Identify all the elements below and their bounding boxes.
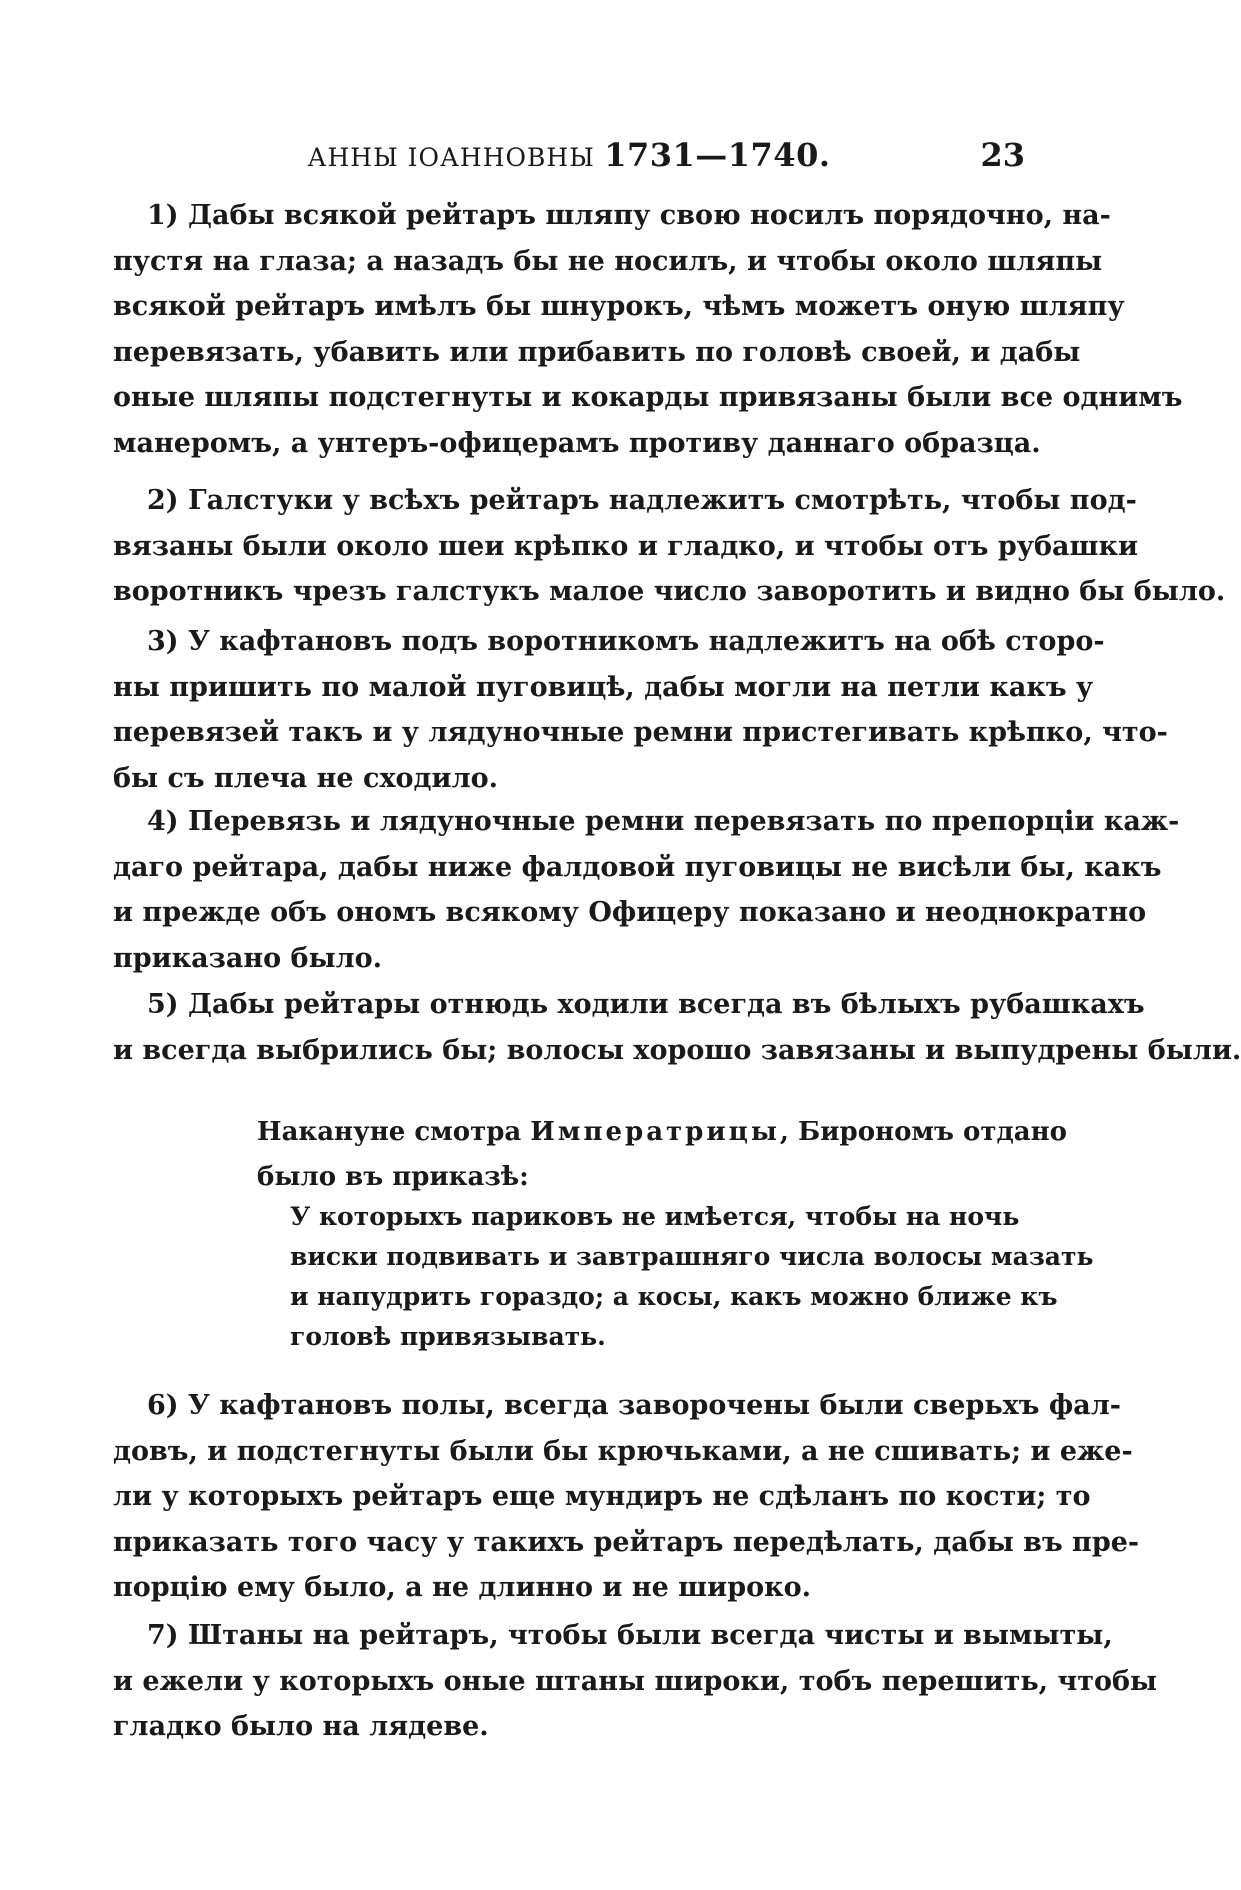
text-line (257, 1110, 1067, 1155)
text-line: порцію ему было, а не длинно и не широко. (113, 1572, 812, 1603)
text-line: было въ приказѣ: (257, 1162, 529, 1192)
page-header (113, 136, 1025, 176)
intro-text: Накануне смотра (257, 1117, 522, 1147)
text-line: воротникъ чрезъ галстукъ малое число заворотить и видно бы было. (113, 576, 1226, 607)
paragraph-3 (113, 619, 1168, 801)
running-title (113, 136, 1025, 174)
text-line: и напудрить гораздо; а косы, какъ можно ближе къ (290, 1282, 1058, 1311)
text-line: 4) Перевязь и лядуночные ремни перевязать по препорціи каж- (147, 806, 1180, 837)
paragraph-1 (113, 193, 1183, 466)
order-text (290, 1197, 1094, 1357)
text-line: У которыхъ париковъ не имѣется, чтобы на ночь (290, 1202, 1020, 1231)
text-line: ны пришить по малой пуговицѣ, дабы могли на петли какъ у (113, 671, 1094, 703)
paragraph-5 (113, 982, 1241, 1073)
paragraph-4 (113, 799, 1180, 981)
text-line: даго рейтара, дабы ниже фалдовой пуговицы не висѣли бы, какъ (113, 851, 1162, 883)
text-line: оные шляпы подстегнуты и кокарды привязаны были все однимъ (113, 382, 1183, 413)
text-line: ли у которыхъ рейтаръ еще мундиръ не сдѣланъ по кости; то (113, 1481, 1091, 1512)
running-title-years: 1731—1740. (604, 136, 831, 174)
text-line: 2) Галстуки у всѣхъ рейтаръ надлежитъ смотрѣть, чтобы под- (147, 485, 1137, 516)
text-line: виски подвивать и завтрашняго числа волосы мазать (290, 1242, 1094, 1271)
intro-text: , Бирономъ отдано (779, 1117, 1067, 1147)
text-line: всякой рейтаръ имѣлъ бы шнурокъ, чѣмъ можетъ оную шляпу (113, 291, 1125, 322)
text-line: и всегда выбрились бы; волосы хорошо завязаны и выпудрены были. (113, 1034, 1241, 1066)
text-line: 6) У кафтановъ полы, всегда заворочены были сверьхъ фал- (147, 1390, 1121, 1421)
text-line: 5) Дабы рейтары отнюдь ходили всегда въ бѣлыхъ рубашкахъ (147, 989, 1145, 1020)
text-line: бы съ плеча не сходило. (113, 762, 499, 794)
text-line: перевязей такъ и у лядуночные ремни пристегивать крѣпко, что- (113, 717, 1168, 748)
running-title-text: АННЫ ІОАННОВНЫ (307, 143, 595, 172)
text-line: манеромъ, а унтеръ-офицерамъ противу даннаго образца. (113, 427, 1041, 459)
paragraph-6 (113, 1383, 1140, 1611)
text-line: и прежде объ ономъ всякому Офицеру показано и неоднократно (113, 897, 1147, 928)
text-line: 3) У кафтановъ подъ воротникомъ надлежитъ на обѣ сторо- (147, 626, 1105, 657)
text-line: 7) Штаны на рейтаръ, чтобы были всегда чисты и вымыты, (147, 1620, 1113, 1651)
paragraph-2 (113, 478, 1226, 615)
text-line: пустя на глаза; а назадъ бы не носилъ, и чтобы около шляпы (113, 245, 1103, 277)
text-line: гладко было на лядеве. (113, 1711, 489, 1742)
page-number: 23 (980, 136, 1025, 174)
text-line: приказано было. (113, 942, 383, 974)
text-line: довъ, и подстегнуты были бы крючьками, а не сшивать; и еже- (113, 1435, 1133, 1467)
text-line: приказать того часу у такихъ рейтаръ передѣлать, дабы въ пре- (113, 1526, 1140, 1558)
empress-title: Императрицы (530, 1117, 780, 1147)
text-line: 1) Дабы всякой рейтаръ шляпу свою носилъ порядочно, на- (147, 200, 1111, 231)
paragraph-7 (113, 1613, 1158, 1750)
text-line: и ежели у которыхъ оные штаны широки, тобъ перешить, чтобы (113, 1665, 1158, 1697)
text-line: вязаны были около шеи крѣпко и гладко, и чтобы отъ рубашки (113, 530, 1139, 562)
order-intro (257, 1110, 1067, 1200)
text-line: перевязать, убавить или прибавить по головѣ своей, и дабы (113, 336, 1081, 368)
text-line: головѣ привязывать. (290, 1322, 606, 1351)
